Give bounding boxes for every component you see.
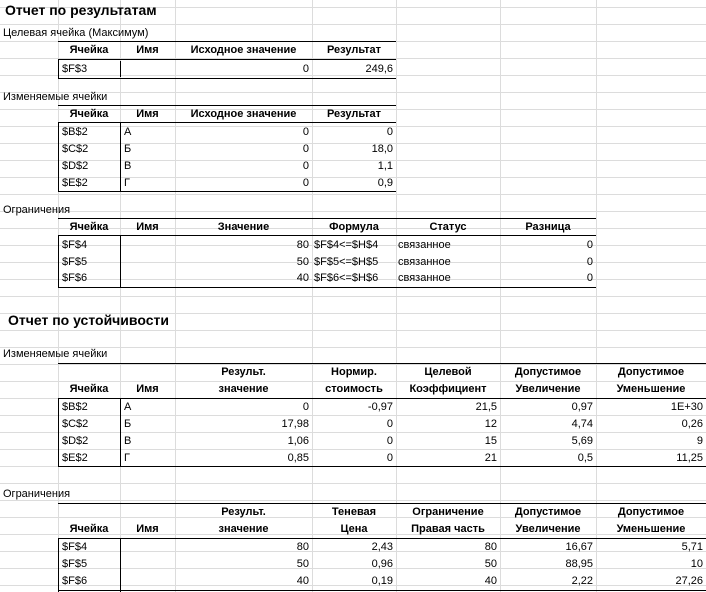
sensitivity-constraints-label: Ограничения [3,488,71,500]
col-header-shadow-price-2: Цена [340,523,368,535]
table-cell[interactable]: 0,96 [371,558,393,570]
table-cell[interactable]: $F$6<=$H$6 [314,272,379,284]
table-cell[interactable]: 0 [302,160,309,172]
col-header-objective-coef-2: Коэффициент [409,383,487,395]
table-cell[interactable]: $F$6 [62,575,88,587]
table-cell[interactable]: В [124,160,132,172]
table-cell[interactable]: 0 [302,126,309,138]
gridline [0,330,706,331]
table-cell[interactable]: 16,67 [565,541,593,553]
table-cell[interactable]: $C$2 [62,143,89,155]
table-cell[interactable]: 88,95 [565,558,593,570]
col-header-allow-decrease: Допустимое [617,366,685,378]
col-header-reduced-cost-2: стоимость [325,383,383,395]
col-header-constraint-rhs-2: Правая часть [411,523,485,535]
table-cell[interactable]: В [124,435,132,447]
table-cell[interactable]: 4,74 [571,418,593,430]
table-cell[interactable]: А [124,401,132,413]
report2-title: Отчет по устойчивости [8,312,169,328]
table-cell[interactable]: -0,97 [367,401,393,413]
table-cell[interactable]: 0,26 [681,418,703,430]
table-cell[interactable] [122,254,175,270]
table-cell[interactable]: 0 [586,239,593,251]
table-cell[interactable]: 27,26 [675,575,703,587]
table-cell[interactable] [120,61,175,77]
col-header-allow-decrease: Допустимое [617,506,685,518]
table-cell[interactable]: 5,69 [571,435,593,447]
table-cell[interactable]: 50 [484,558,497,570]
table-cell[interactable]: 2,22 [571,575,593,587]
table-cell[interactable]: $E$2 [62,177,88,189]
target-section-label: Целевая ячейка (Максимум) [3,27,149,39]
table-cell[interactable]: $F$5 [62,256,88,268]
table-cell[interactable]: 80 [296,541,309,553]
table-cell[interactable]: Б [124,143,132,155]
col-header-allow-increase-2: Увеличение [515,383,581,395]
col-header-cell: Ячейка [69,44,109,56]
table-cell[interactable]: 1,1 [377,160,393,172]
table-cell[interactable]: 18,0 [371,143,393,155]
table-cell[interactable]: 50 [296,558,309,570]
gridline [0,194,706,195]
table-cell[interactable]: 17,98 [281,418,309,430]
table-cell[interactable]: 15 [484,435,497,447]
table-cell[interactable] [122,539,175,555]
col-header-name: Имя [136,383,159,395]
table-cell[interactable]: связанное [398,272,451,284]
table-cell[interactable]: Г [124,452,130,464]
col-header-slack: Разница [525,221,571,233]
table-cell[interactable]: $F$6 [62,272,88,284]
col-header-final-value-2: значение [218,523,269,535]
table-cell[interactable]: 0,85 [287,452,309,464]
table-cell[interactable]: 50 [296,256,309,268]
col-header-status: Статус [429,221,467,233]
table-cell[interactable]: $F$4 [62,239,88,251]
table-cell[interactable]: 0 [302,177,309,189]
col-header-shadow-price: Теневая [331,506,377,518]
col-header-final-value: Результ. [221,506,266,518]
table-cell[interactable]: 11,25 [676,452,703,464]
col-header-name: Имя [136,523,159,535]
table-cell[interactable]: $D$2 [62,160,89,172]
table-cell[interactable]: 5,71 [681,541,703,553]
table-cell[interactable]: 21 [484,452,497,464]
gridline [0,483,706,484]
col-header-allow-decrease-2: Уменьшение [616,523,686,535]
col-header-initial: Исходное значение [190,44,297,56]
col-header-allow-increase: Допустимое [514,506,582,518]
col-header-name: Имя [136,44,159,56]
table-cell[interactable]: 0 [302,401,309,413]
col-header-constraint-rhs: Ограничение [412,506,484,518]
col-header-result: Результат [326,108,382,120]
table-cell[interactable] [122,237,175,253]
table-cell[interactable]: $B$2 [62,401,88,413]
table-cell[interactable]: связанное [398,256,451,268]
gridline [0,296,706,297]
table-cell[interactable]: 21,5 [475,401,497,413]
table-cell[interactable]: $F$5<=$H$5 [314,256,379,268]
table-cell[interactable]: 12 [484,418,497,430]
table-cell[interactable]: 0,5 [577,452,593,464]
col-header-reduced-cost: Нормир. [331,366,377,378]
changing-section-label: Изменяемые ячейки [3,91,108,103]
table-cell[interactable]: 10 [690,558,703,570]
table-cell[interactable] [122,573,175,589]
table-cell[interactable]: 0,9 [377,177,393,189]
col-header-cell: Ячейка [69,108,109,120]
col-header-value: Значение [217,221,270,233]
table-cell[interactable]: $B$2 [62,126,88,138]
table-cell[interactable]: 0,97 [571,401,593,413]
col-header-name: Имя [136,221,159,233]
table-cell[interactable]: $F$4 [62,541,88,553]
table-cell[interactable]: 40 [296,272,309,284]
table-cell[interactable]: $C$2 [62,418,89,430]
table-cell[interactable]: 80 [296,239,309,251]
sensitivity-changing-label: Изменяемые ячейки [3,348,108,360]
table-cell[interactable]: 0,19 [371,575,393,587]
constraints-section-label: Ограничения [3,204,71,216]
table-cell[interactable]: 0 [386,418,393,430]
table-cell[interactable]: 0 [586,272,593,284]
table-cell[interactable] [122,270,175,286]
col-header-final-value-2: значение [218,383,269,395]
table-cell[interactable]: $D$2 [62,435,89,447]
col-header-cell: Ячейка [69,221,109,233]
col-header-result: Результат [326,44,382,56]
table-cell[interactable]: Г [124,177,130,189]
col-header-formula: Формула [329,221,379,233]
col-header-cell: Ячейка [69,523,109,535]
table-cell[interactable]: связанное [398,239,451,251]
table-cell[interactable]: $F$3 [62,63,88,75]
col-header-objective-coef: Целевой [424,366,472,378]
table-cell[interactable]: 80 [484,541,497,553]
table-cell[interactable]: $E$2 [62,452,88,464]
table-cell[interactable]: 0 [386,126,393,138]
table-cell[interactable]: 249,6 [365,63,393,75]
table-cell[interactable]: 0 [386,435,393,447]
col-header-final-value: Результ. [221,366,266,378]
table-cell[interactable] [122,556,175,572]
report1-title: Отчет по результатам [5,2,157,18]
table-cell[interactable]: 0 [302,63,309,75]
table-cell[interactable]: 9 [696,435,703,447]
table-cell[interactable]: $F$4<=$H$4 [314,239,379,251]
col-header-allow-decrease-2: Уменьшение [616,383,686,395]
table-cell[interactable]: Б [124,418,132,430]
table-cell[interactable]: $F$5 [62,558,88,570]
col-header-allow-increase-2: Увеличение [515,523,581,535]
table-cell[interactable]: 1E+30 [670,401,703,413]
table-cell[interactable]: 0 [302,143,309,155]
table-cell[interactable]: 1,06 [287,435,309,447]
table-cell[interactable]: 40 [484,575,497,587]
col-header-cell: Ячейка [69,383,109,395]
table-cell[interactable]: 2,43 [371,541,393,553]
col-header-allow-increase: Допустимое [514,366,582,378]
table-cell[interactable]: 40 [296,575,309,587]
col-header-name: Имя [136,108,159,120]
table-cell[interactable]: 0 [386,452,393,464]
table-cell[interactable]: 0 [586,256,593,268]
table-cell[interactable]: А [124,126,132,138]
col-header-initial: Исходное значение [190,108,297,120]
